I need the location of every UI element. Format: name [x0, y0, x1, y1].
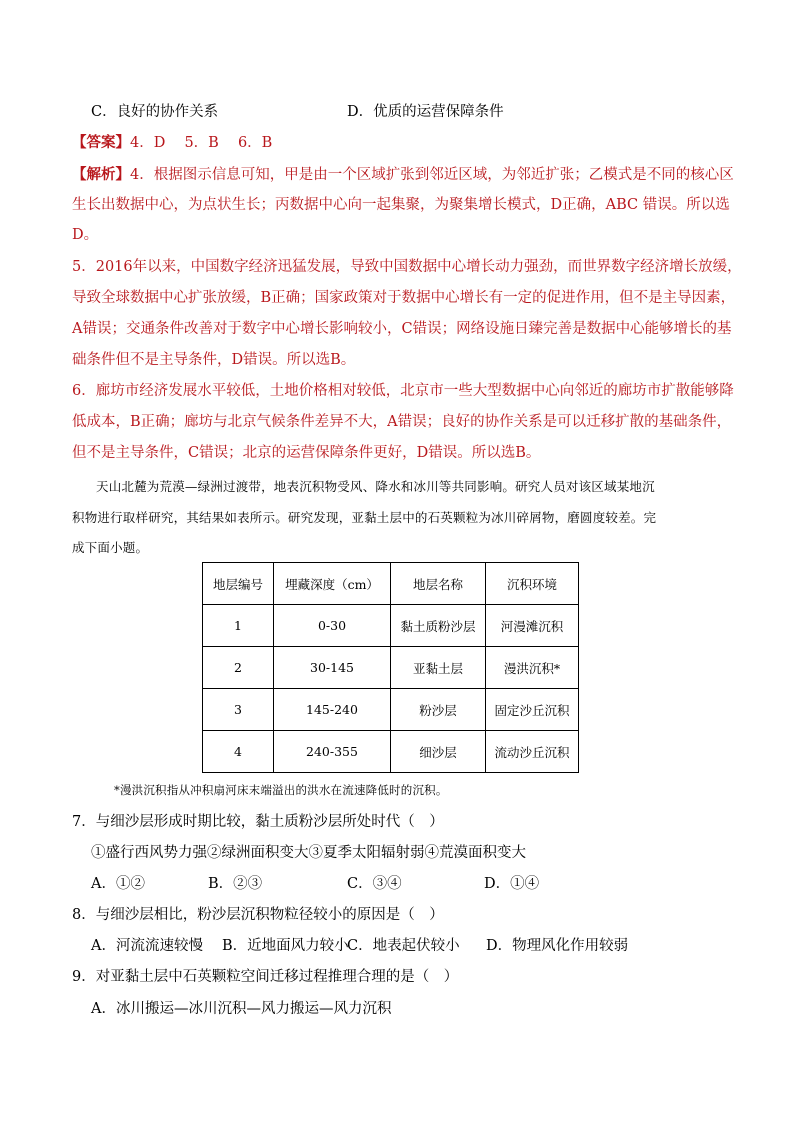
- table-cell: 漫洪沉积*: [486, 647, 579, 689]
- stem-line-2: 积物进行取样研究，其结果如表所示。研究发现，亚黏土层中的石英颗粒为冰川碎屑物，磨圆度较差。完: [72, 510, 657, 525]
- analysis-p4-line-1: 4．根据图示信息可知，甲是由一个区域扩张到邻近区域，为邻近扩张；乙模式是不同的核心区: [130, 167, 734, 183]
- answer-line: [72, 133, 272, 153]
- q7-stem: 7．与细沙层形成时期比较，黏土质粉沙层所处时代（ ）: [72, 814, 444, 830]
- stem-line-3: 成下面小题。: [72, 540, 149, 555]
- table-row: [203, 605, 579, 647]
- analysis-p4-line-2: 生长出数据中心，为点状生长；丙数据中心向一起集聚，为聚集增长模式，D正确，ABC 错误。所以选: [72, 197, 730, 213]
- table-cell: 1: [203, 605, 274, 647]
- table-cell: 流动沙丘沉积: [486, 731, 579, 773]
- table-cell: 0-30: [274, 605, 391, 647]
- table-cell: 3: [203, 689, 274, 731]
- header-cell: 埋藏深度（cm）: [274, 563, 391, 605]
- q8-option-d: D．物理风化作用较弱: [486, 938, 629, 954]
- analysis-p5-line-4: 础条件但不是主导条件，D错误。所以选B。: [72, 352, 356, 368]
- stem-line-1: 天山北麓为荒漠—绿洲过渡带，地表沉积物受风、降水和冰川等共同影响。研究人员对该区域某地沉: [96, 479, 655, 494]
- header-cell: 地层名称: [391, 563, 486, 605]
- table-cell: 30-145: [274, 647, 391, 689]
- table-cell: 2: [203, 647, 274, 689]
- table-row: [203, 731, 579, 773]
- table-cell: 145-240: [274, 689, 391, 731]
- analysis-tag: 【解析】: [72, 166, 130, 183]
- option-c: C．良好的协作关系: [91, 104, 219, 120]
- q7-option-d: D．①④: [484, 876, 540, 892]
- analysis-p6-line-3: 但不是主导条件，C错误；北京的运营保障条件更好，D错误。所以选B。: [72, 445, 541, 461]
- answer-text: 4．D 5．B 6．B: [130, 135, 273, 151]
- analysis-p5-line-1: 5．2016年以来，中国数字经济迅猛发展，导致中国数据中心增长动力强劲，而世界数字经济增长放缓，: [72, 259, 742, 275]
- q7-option-a: A．①②: [91, 876, 145, 892]
- answer-tag: 【答案】: [72, 134, 130, 151]
- table-cell: 粉沙层: [391, 689, 486, 731]
- table-cell: 4: [203, 731, 274, 773]
- q9-stem: 9．对亚黏土层中石英颗粒空间迁移过程推理合理的是（ ）: [72, 969, 459, 985]
- analysis-p6-line-2: 低成本，B正确；廊坊与北京气候条件差异不大，A错误；良好的协作关系是可以迁移扩散的基础条件，: [72, 414, 732, 430]
- analysis-p5-line-2: 导致全球数据中心扩张放缓，B正确；国家政策对于数据中心增长有一定的促进作用，但不是主导因素，: [72, 290, 736, 306]
- table-cell: 细沙层: [391, 731, 486, 773]
- q8-option-c: C．地表起伏较小: [347, 938, 460, 954]
- q8-option-a: A．河流流速较慢: [91, 938, 203, 954]
- analysis-line: [72, 165, 734, 185]
- table-cell: 240-355: [274, 731, 391, 773]
- table-cell: 固定沙丘沉积: [486, 689, 579, 731]
- analysis-p5-line-3: A错误；交通条件改善对于数字中心增长影响较小，C错误；网络设施日臻完善是数据中心能够增长的基: [72, 321, 732, 337]
- q7-option-b: B．②③: [208, 876, 263, 892]
- table-footnote: *漫洪沉积指从冲积扇河床末端溢出的洪水在流速降低时的沉积。: [114, 783, 448, 797]
- option-d: D．优质的运营保障条件: [347, 104, 504, 120]
- table-cell: 黏土质粉沙层: [391, 605, 486, 647]
- table-cell: 亚黏土层: [391, 647, 486, 689]
- analysis-p4-line-3: D。: [72, 227, 99, 243]
- q8-stem: 8．与细沙层相比，粉沙层沉积物粒径较小的原因是（ ）: [72, 907, 444, 923]
- table-cell: 河漫滩沉积: [486, 605, 579, 647]
- table-row: [203, 647, 579, 689]
- q7-items: ①盛行西风势力强②绿洲面积变大③夏季太阳辐射弱④荒漠面积变大: [91, 845, 526, 861]
- q7-option-c: C．③④: [347, 876, 402, 892]
- header-cell: 沉积环境: [486, 563, 579, 605]
- q8-option-b: B．近地面风力较小: [222, 938, 349, 954]
- q9-option-a: A．冰川搬运—冰川沉积—风力搬运—风力沉积: [91, 1001, 392, 1017]
- analysis-p6-line-1: 6．廊坊市经济发展水平较低，土地价格相对较低，北京市一些大型数据中心向邻近的廊坊市扩散能够降: [72, 383, 734, 399]
- strata-table: [202, 562, 579, 773]
- table-row: [203, 689, 579, 731]
- table-header-row: [203, 563, 579, 605]
- header-cell: 地层编号: [203, 563, 274, 605]
